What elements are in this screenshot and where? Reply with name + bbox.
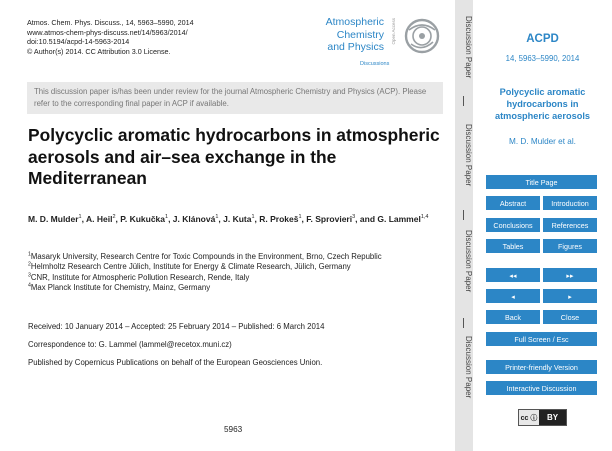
author-affiliation-marker: 1,4 [420,214,429,221]
previous-button[interactable]: ◂ [486,289,540,303]
close-button[interactable]: Close [543,310,597,324]
author-name: J. Klánová [172,214,216,224]
doi: doi:10.5194/acpd-14-5963-2014 [27,37,130,47]
author-affiliation-marker: 1 [78,214,82,221]
journal-url[interactable]: www.atmos-chem-phys-discuss.net/14/5963/2014/ [27,27,188,37]
figures-button[interactable]: Figures [543,239,597,253]
stripe-divider [463,96,464,106]
affiliation-number: 2 [28,261,31,268]
review-notice: This discussion paper is/has been under review for the journal Atmospheric Chemistry and Physics (ACP). Please refer to the corresponding final paper in ACP if available. [27,82,443,114]
last-page-button[interactable]: ▸▸ [543,268,597,282]
citation-block [27,18,194,56]
affiliation-item [28,252,448,262]
title-page-button[interactable]: Title Page [486,175,597,189]
abstract-button[interactable]: Abstract [486,196,540,210]
author-name: F. Sprovieri [306,214,353,224]
sidebar-paper-title: Polycyclic aromatic hydrocarbons in atmospheric aerosols [495,87,590,121]
full-screen-button[interactable]: Full Screen / Esc [486,332,597,346]
author-name: J. Kuta [223,214,252,224]
first-page-button[interactable]: ◂◂ [486,268,540,282]
references-button[interactable]: References [543,218,597,232]
affiliation-text: Max Planck Institute for Chemistry, Mainz, Germany [30,283,211,293]
next-button[interactable]: ▸ [543,289,597,303]
affiliation-number: 1 [28,251,31,258]
cc-license-badge[interactable] [518,409,567,426]
correspondence: Correspondence to: G. Lammel (lammel@recetox.muni.cz) [28,340,232,349]
stripe-divider [463,210,464,220]
affiliation-item [28,283,448,293]
affiliation-text: CNR, Institute for Atmospheric Pollution Research, Rende, Italy [30,272,250,282]
introduction-button[interactable]: Introduction [543,196,597,210]
paper-title: Polycyclic aromatic hydrocarbons in atmospheric aerosols and air–sea exchange in the Mediterranean [28,125,440,188]
stripe-label: Discussion Paper [464,16,473,79]
sidebar-author: M. D. Mulder et al. [509,137,576,146]
affiliation-text: Helmholtz Research Centre Jülich, Institute for Energy & Climate Research, Jülich, Germany [30,262,351,272]
author-name: M. D. Mulder [28,214,79,224]
page-number: 5963 [224,425,243,434]
author-affiliation-marker: 3 [352,214,356,221]
author-affiliation-marker: 1 [251,214,255,221]
received-dates: Received: 10 January 2014 – Accepted: 25 February 2014 – Published: 6 March 2014 [28,322,325,331]
author-name: A. Heil [86,214,113,224]
interactive-discussion-button[interactable]: Interactive Discussion [486,381,597,395]
affiliation-number: 3 [28,272,31,279]
logo-discussions: Discussions [360,61,390,67]
affiliation-number: 4 [28,282,31,289]
printer-friendly-button[interactable]: Printer-friendly Version [486,360,597,374]
author-affiliation-marker: 1 [298,214,302,221]
author-affiliation-marker: 1 [215,214,219,221]
discussion-paper-stripe [455,0,473,451]
volume-info: 14, 5963–5990, 2014 [505,54,580,63]
affiliation-list [28,252,448,294]
stripe-label: Discussion Paper [464,230,473,293]
cc-icon: cc ⓘ [519,410,539,425]
author-list: M. D. Mulder$^1$, A. Heil$^2$, P. Kukučka$^1$, J. Klánová$^1$, J. Kuta$^1$, R. Prokeš$^1$, F. Sprovieri$^3$, and G. Lammel$^{1,4}$ [28,214,429,224]
stripe-label: Discussion Paper [464,124,473,187]
tables-button[interactable]: Tables [486,239,540,253]
stripe-divider [463,318,464,328]
author-name: G. Lammel [377,214,421,224]
affiliation-item [28,262,448,272]
author-name: R. Prokeš [259,214,299,224]
open-access-label: Open Access [391,18,396,45]
affiliation-text: Masaryk University, Research Centre for Toxic Compounds in the Environment, Brno, Czech Republic [30,252,382,261]
logo-wordmark: Atmospheric Chemistry and Physics [325,16,384,53]
author-affiliation-marker: 2 [112,214,116,221]
citation-line: Atmos. Chem. Phys. Discuss., 14, 5963–5990, 2014 [27,18,194,27]
journal-logo [325,14,442,70]
conclusions-button[interactable]: Conclusions [486,218,540,232]
egu-logo-icon [403,16,441,56]
affiliation-item [28,273,448,283]
author-name: P. Kukučka [120,214,165,224]
cc-by-label: BY [539,410,566,425]
publisher-note: Published by Copernicus Publications on behalf of the European Geosciences Union. [28,358,323,367]
license-line: © Author(s) 2014. CC Attribution 3.0 License. [27,46,171,56]
back-button[interactable]: Back [486,310,540,324]
journal-name: ACPD [526,33,559,45]
author-affiliation-marker: 1 [165,214,169,221]
stripe-label: Discussion Paper [464,336,473,399]
